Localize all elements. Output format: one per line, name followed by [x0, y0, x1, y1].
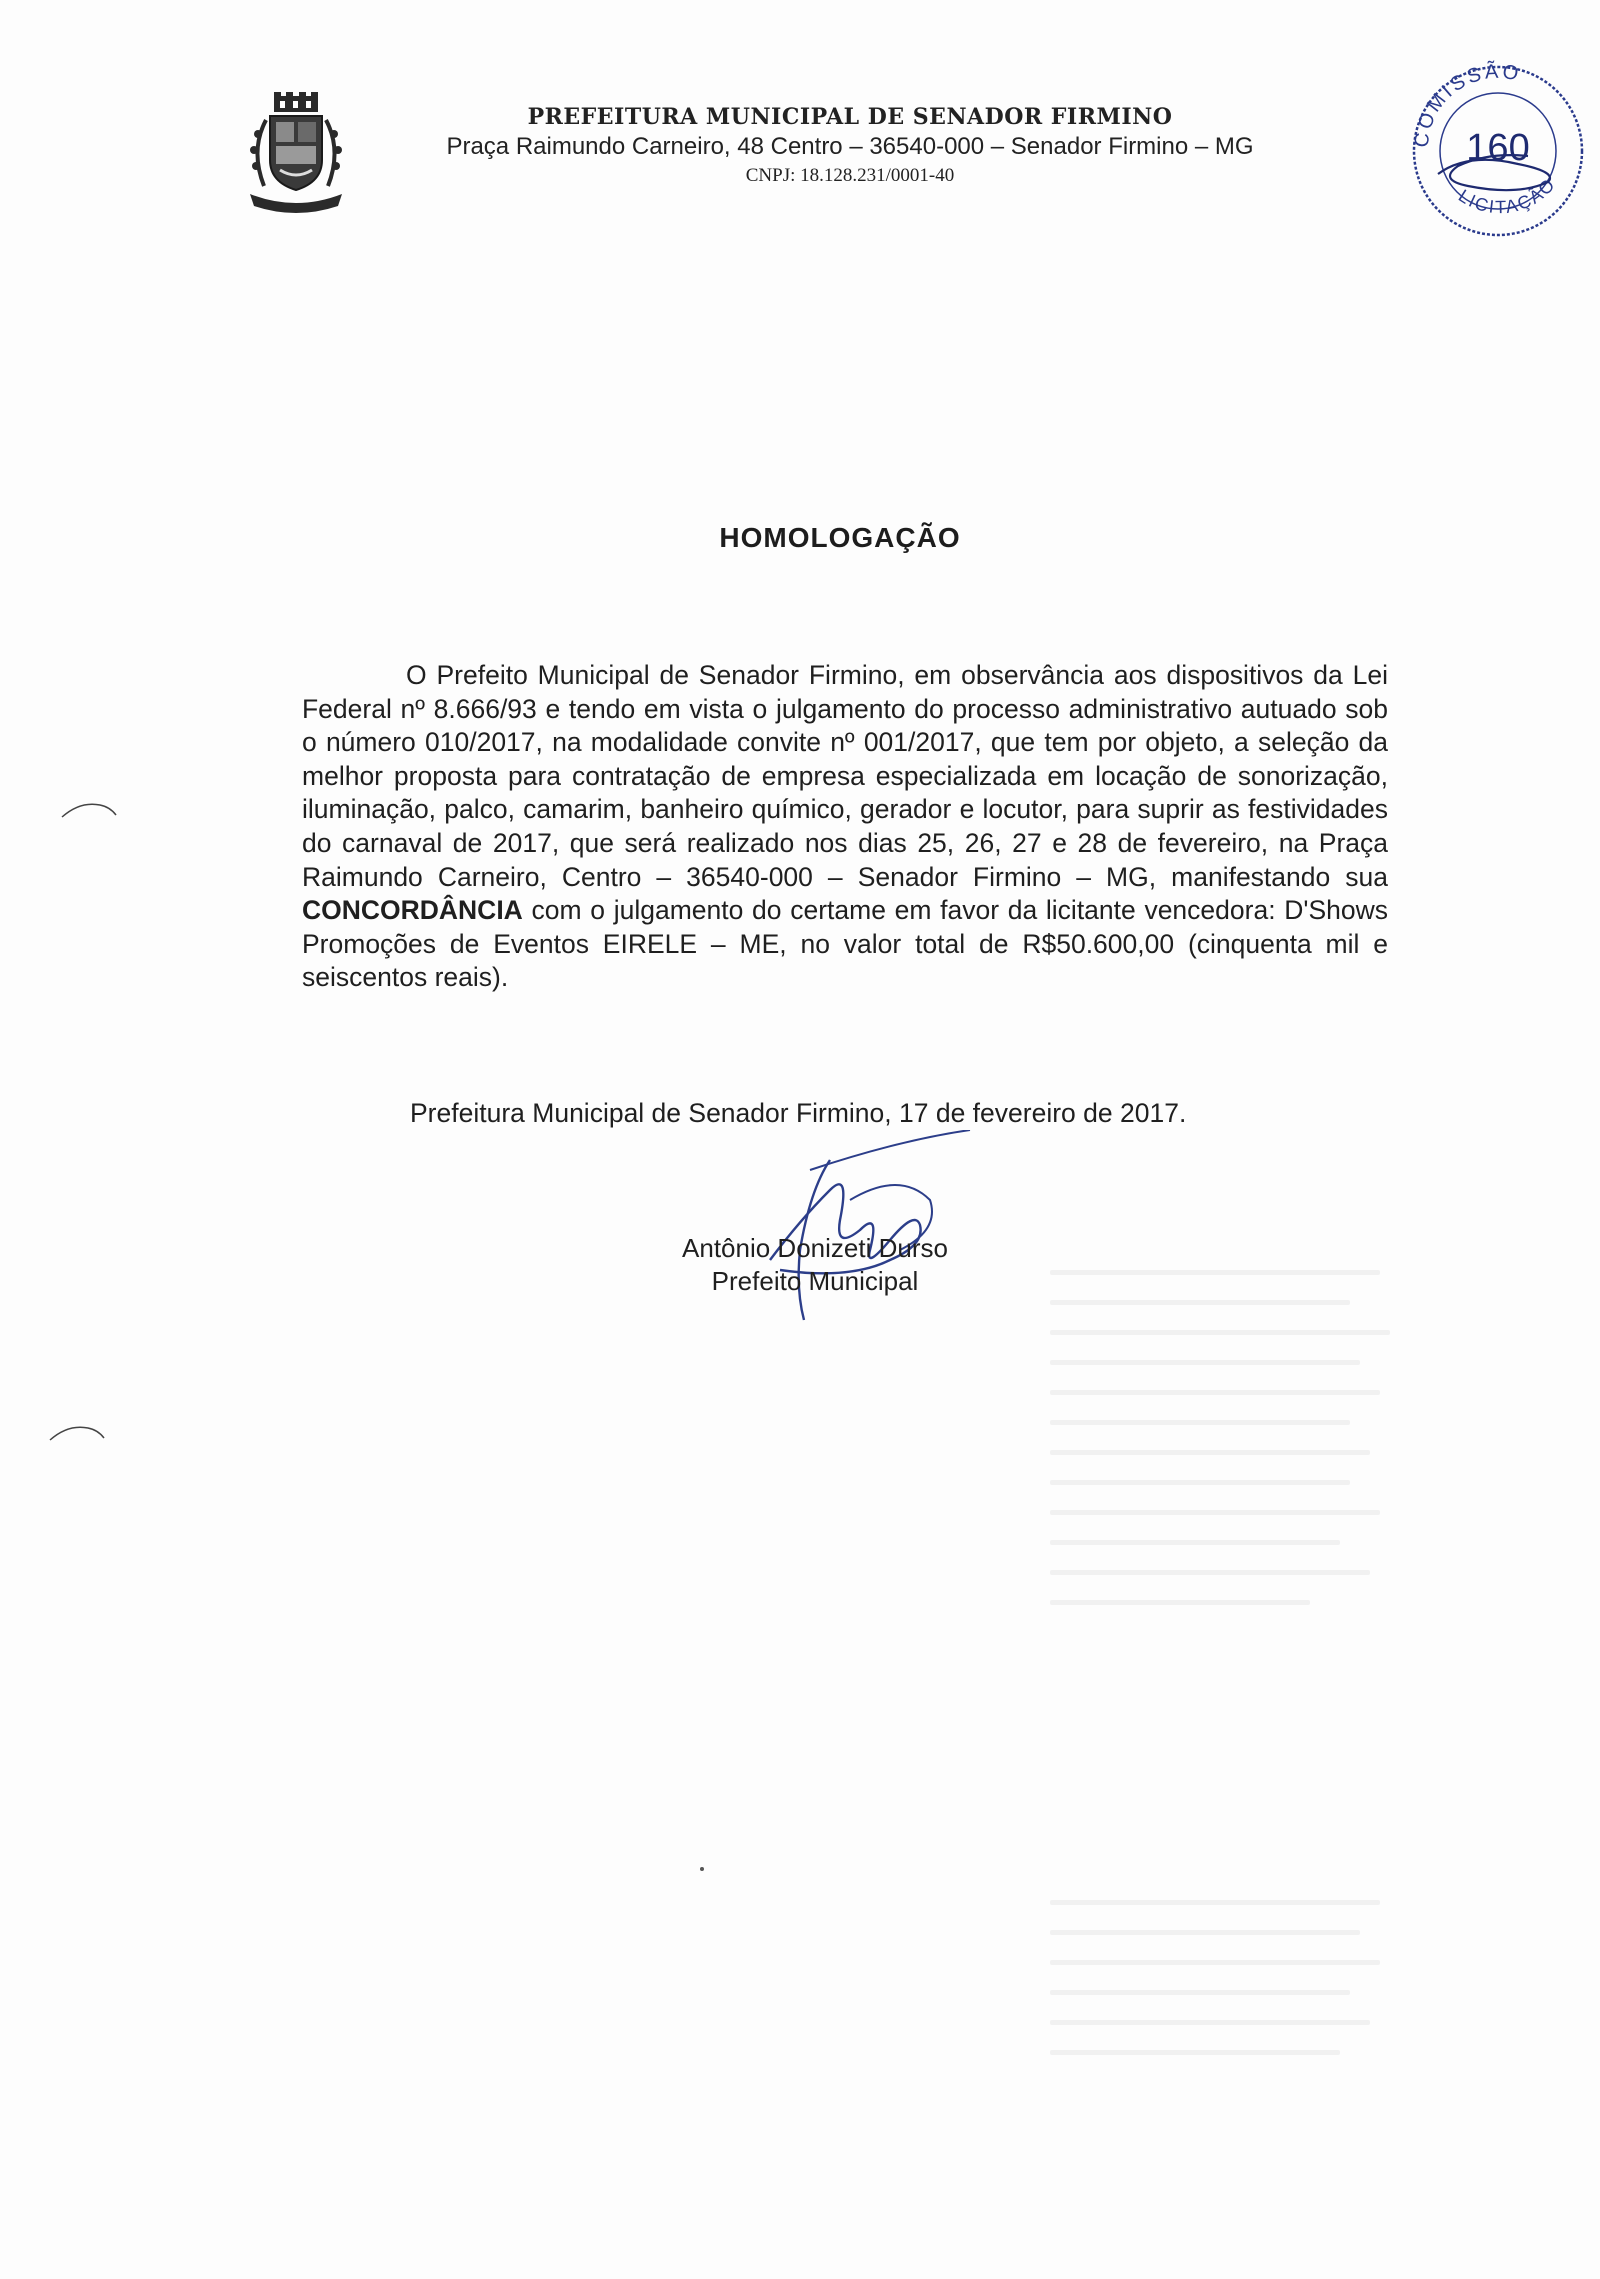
svg-text:LICITAÇÃO	[1455, 174, 1560, 218]
signer-role: Prefeito Municipal	[711, 1266, 919, 1296]
bleed-through-line	[1050, 1570, 1370, 1575]
body-text-part1: O Prefeito Municipal de Senador Firmino, em observância aos dispositivos da Lei Federal nº 8.666/93 e tendo em vista o julgamento do processo administrativo autuado sob o número 010/2017, na modalidade convite nº 001/2017, que tem por objeto, a seleção da melhor proposta para contratação de empresa especializada em locação de sonorização, iluminação, palco, camarim, banheiro químico, gerador e locutor, para suprir as festividades do carnaval de 2017, que será realizado nos dias 25, 26, 27 e 28 de fevereiro, na Praça Raimundo Carneiro, Centro – 36540-000 – Senador Firmino – MG, manifestando sua	[302, 660, 1388, 892]
bleed-through-line	[1050, 1450, 1370, 1455]
bleed-through-line	[1050, 1960, 1380, 1965]
stamp-top-text: COMISSÃO	[1410, 60, 1523, 149]
stamp-rubric	[1438, 155, 1550, 190]
stray-dot	[700, 1867, 704, 1871]
bleed-through-line	[1050, 1900, 1380, 1905]
bleed-through-line	[1050, 1330, 1390, 1335]
bleed-through-line	[1050, 2020, 1370, 2025]
body-text-part2: com o julgamento do certame em favor da licitante vencedora: D'Shows Promoções de Eventos EIRELE – ME, no valor total de R$50.600,00 (cinquenta mil e seiscentos reais).	[302, 895, 1388, 993]
handwritten-signature	[700, 1130, 1000, 1330]
stamp-number: 160	[1466, 127, 1530, 169]
date-line: Prefeitura Municipal de Senador Firmino, 17 de fevereiro de 2017.	[410, 1098, 1187, 1128]
document-title: HOMOLOGAÇÃO	[719, 522, 961, 553]
bleed-through-line	[1050, 2050, 1340, 2055]
margin-mark	[60, 795, 120, 825]
bleed-through-line	[1050, 1480, 1350, 1485]
organization-address: Praça Raimundo Carneiro, 48 Centro – 36540-000 – Senador Firmino – MG	[446, 133, 1254, 160]
bleed-through-line	[1050, 1510, 1380, 1515]
bleed-through-line	[1050, 1420, 1350, 1425]
bleed-through-line	[1050, 1360, 1360, 1365]
bleed-through-line	[1050, 1270, 1380, 1275]
municipal-crest-icon	[236, 90, 356, 220]
organization-name: PREFEITURA MUNICIPAL DE SENADOR FIRMINO	[527, 104, 1173, 130]
organization-cnpj: CNPJ: 18.128.231/0001-40	[745, 165, 955, 186]
commission-stamp	[1398, 56, 1598, 246]
stamp-bottom-text: LICITAÇÃO	[1454, 173, 1560, 218]
bleed-through-line	[1050, 1600, 1310, 1605]
bleed-through-line	[1050, 1390, 1380, 1395]
bleed-through-line	[1050, 1930, 1360, 1935]
signer-name: Antônio Donizeti Durso	[682, 1233, 948, 1263]
document-body	[302, 659, 1388, 995]
bleed-through-line	[1050, 1540, 1340, 1545]
letterhead	[380, 102, 1320, 190]
signer-block	[640, 1232, 990, 1298]
bleed-through-line	[1050, 1990, 1350, 1995]
margin-mark	[48, 1418, 108, 1448]
bleed-through-line	[1050, 1300, 1350, 1305]
body-emphasis: CONCORDÂNCIA	[302, 895, 523, 926]
